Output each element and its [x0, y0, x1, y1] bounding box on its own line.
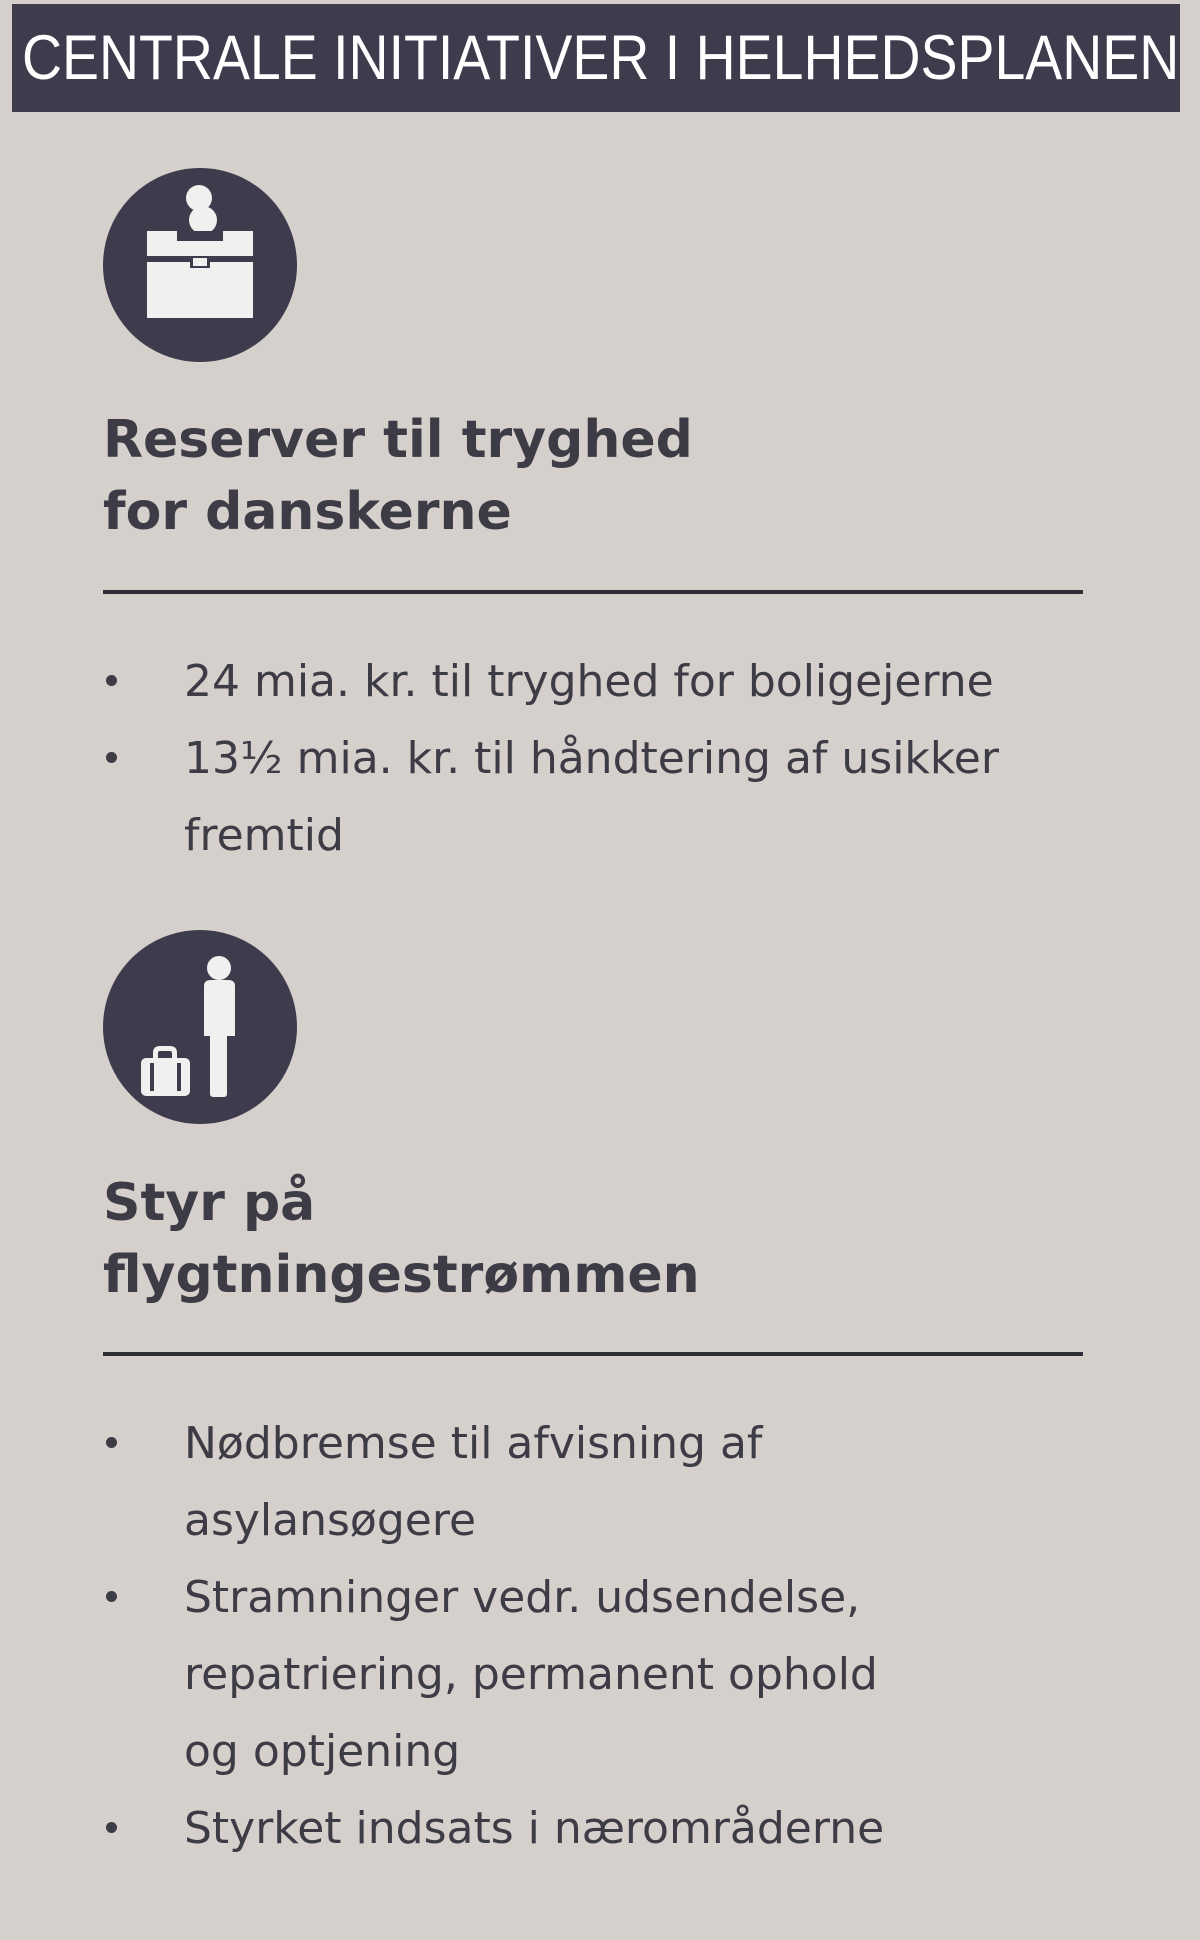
list-item-text: 13½ mia. kr. til håndtering af usikker: [184, 733, 999, 784]
list-item-text: Styrket indsats i nærområderne: [184, 1803, 885, 1854]
page-title: CENTRALE INITIATIVER I HELHEDSPLANEN: [22, 23, 1180, 93]
section-heading-refugees: [103, 1167, 700, 1311]
section-heading-line: Styr på: [103, 1173, 316, 1233]
list-item: [103, 720, 1103, 874]
section-heading-line: for danskerne: [103, 482, 512, 542]
list-item: [103, 643, 1103, 720]
list-item: [103, 1790, 1103, 1867]
list-item-text: Stramninger vedr. udsendelse,: [184, 1572, 861, 1623]
list-item-text: asylansøgere: [184, 1495, 477, 1546]
section-divider: [103, 1352, 1083, 1356]
bullet-dot: [106, 1437, 117, 1448]
list-item-text: repatriering, permanent ophold: [184, 1649, 878, 1700]
list-item-text: fremtid: [184, 810, 344, 861]
lockbox-person-icon: [103, 168, 297, 362]
bullet-dot: [106, 752, 117, 763]
list-item-text: og optjening: [184, 1726, 461, 1777]
list-item: [103, 1559, 1103, 1790]
section-heading-reserves: [103, 404, 693, 548]
list-item: [103, 1405, 1103, 1559]
traveler-with-suitcase-icon: [103, 930, 297, 1124]
list-item-text: Nødbremse til afvisning af: [184, 1418, 763, 1469]
bullet-dot: [106, 1822, 117, 1833]
bullet-dot: [106, 1591, 117, 1602]
section-heading-line: Reserver til tryghed: [103, 410, 693, 470]
bullet-list-refugees: [103, 1405, 1103, 1867]
section-heading-line: flygtningestrømmen: [103, 1245, 700, 1305]
bullet-list-reserves: [103, 643, 1103, 874]
section-divider: [103, 590, 1083, 594]
header-bar: [12, 4, 1180, 112]
bullet-dot: [106, 675, 117, 686]
list-item-text: 24 mia. kr. til tryghed for boligejerne: [184, 656, 994, 707]
